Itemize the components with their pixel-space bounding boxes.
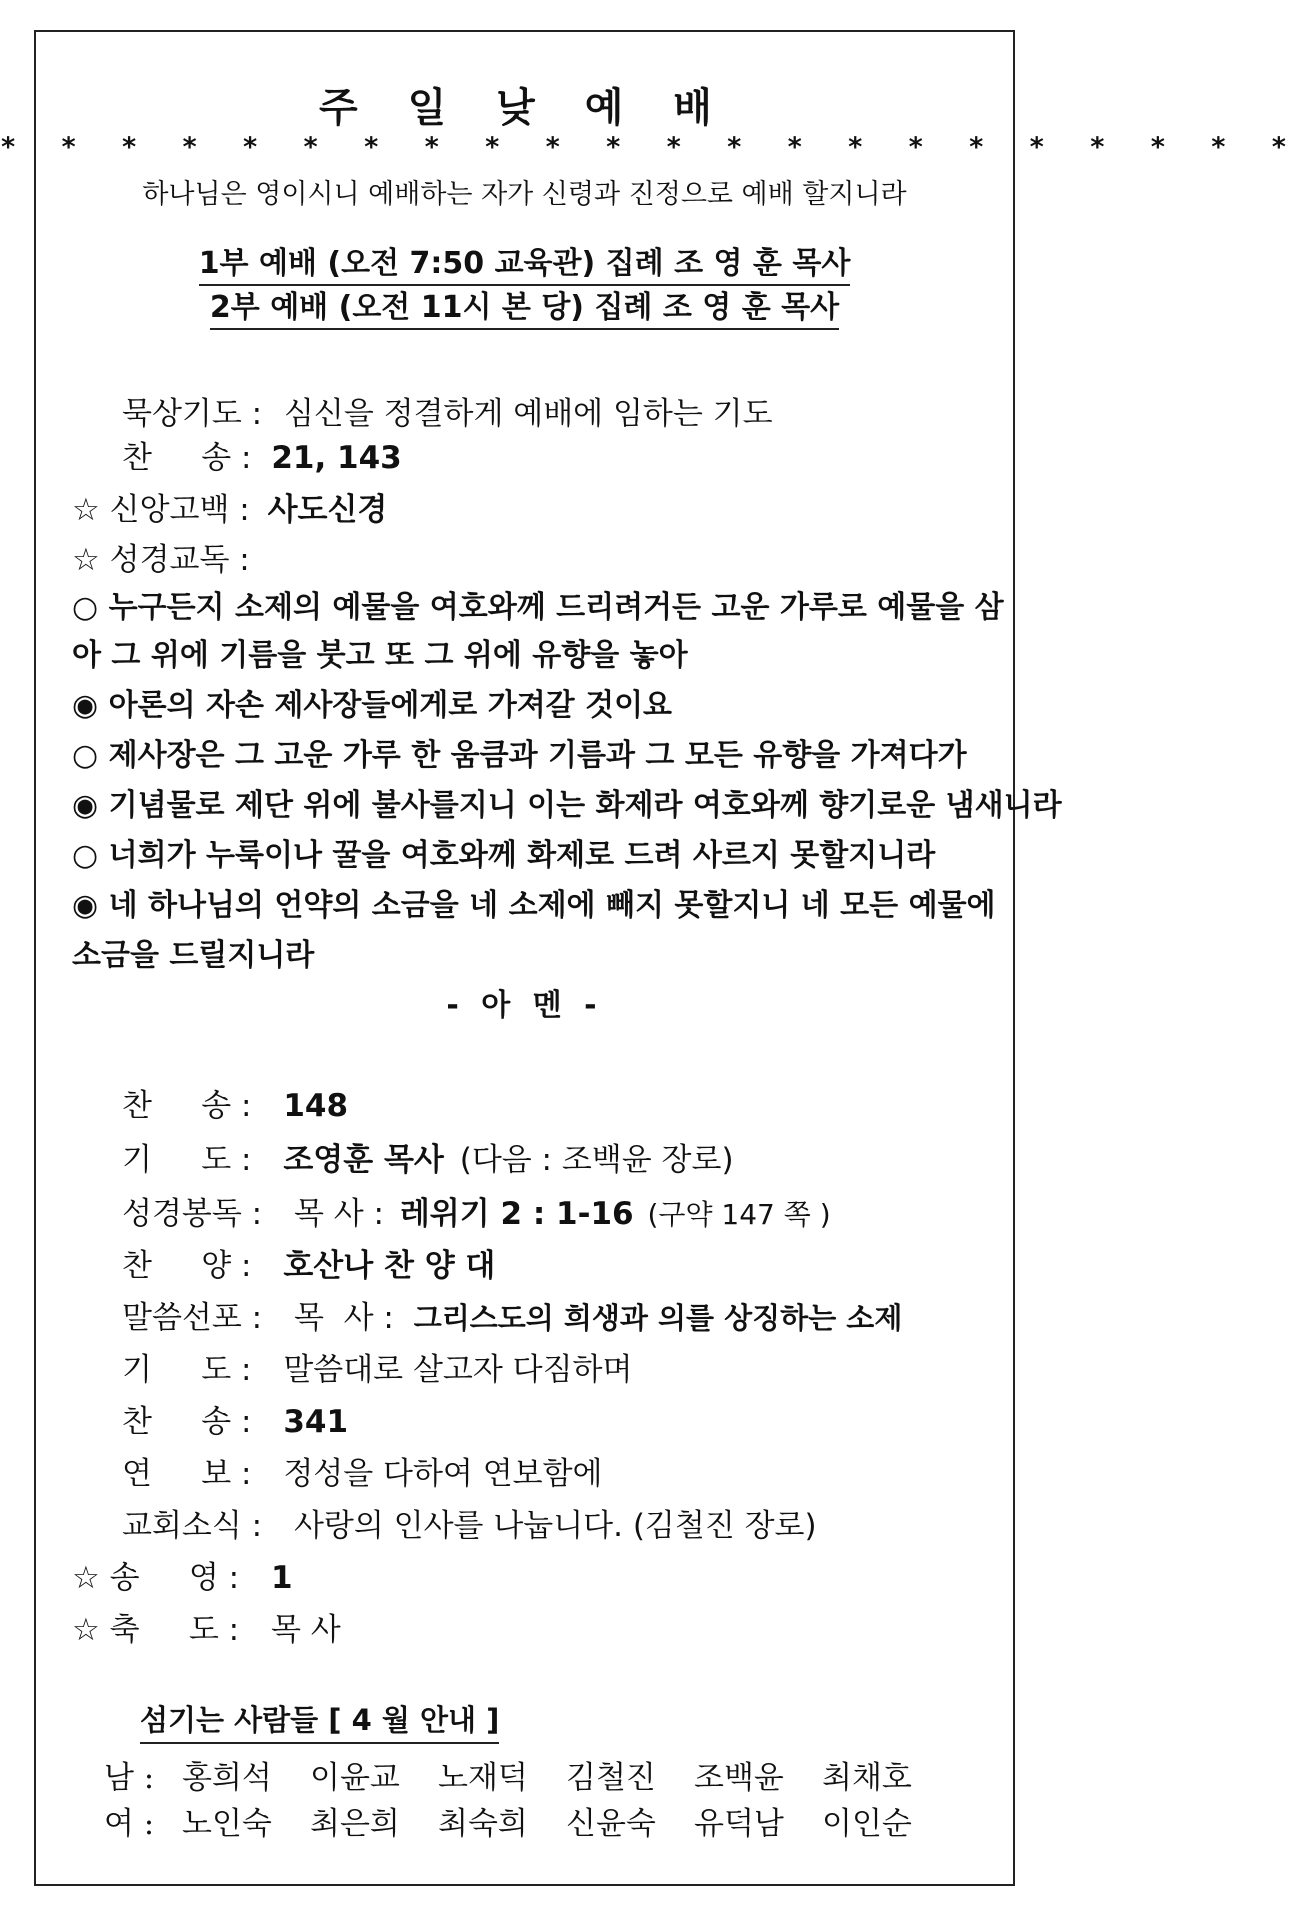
reading-row xyxy=(72,534,250,579)
scripture-line: ○ 누구든지 소제의 예물을 여호와께 드리려거든 고운 가루로 예물을 삼 xyxy=(72,590,1004,625)
order-label: 성경봉독 : xyxy=(122,1196,263,1232)
order-label: 찬 양 : xyxy=(122,1248,252,1284)
order-extra: (구약 147 쪽 ) xyxy=(647,1198,831,1231)
hymn-label: 찬 송 : xyxy=(122,440,252,476)
usher-name: 김철진 xyxy=(566,1760,656,1796)
order-label: 연 보 : xyxy=(122,1456,252,1492)
usher-name: 유덕남 xyxy=(694,1806,784,1842)
hymn-row-1 xyxy=(122,432,402,477)
scripture-line: ◉ 아론의 자손 제사장들에게로 가져갈 것이요 xyxy=(72,688,673,723)
creed-value: 사도신경 xyxy=(267,492,388,528)
order-label: ☆ 송 영 : xyxy=(72,1560,240,1596)
reading-label: ☆ 성경교독 : xyxy=(72,542,250,578)
subtitle-verse: 하나님은 영이시니 예배하는 자가 신령과 진정으로 예배 할지니라 xyxy=(142,179,907,210)
ushers-men-row xyxy=(104,1752,950,1797)
men-label: 남 : xyxy=(104,1760,155,1796)
order-extra: (다음 : 조백윤 장로) xyxy=(459,1142,734,1178)
order-value: 그리스도의 희생과 의를 상징하는 소제 xyxy=(413,1301,903,1335)
service-second: 2부 예배 (오전 11시 본 당) 집례 조 영 훈 목사 xyxy=(0,282,1049,326)
order-label: 찬 송 : xyxy=(122,1404,252,1440)
usher-name: 이윤교 xyxy=(310,1760,400,1796)
usher-name: 최채호 xyxy=(822,1760,912,1796)
order-value: 정성을 다하여 연보함에 xyxy=(283,1456,603,1492)
usher-name: 조백윤 xyxy=(694,1760,784,1796)
order-row-prayer xyxy=(122,1134,734,1179)
scripture-line: 아 그 위에 기름을 붓고 또 그 위에 유향을 놓아 xyxy=(72,638,688,673)
order-label: 찬 송 : xyxy=(122,1088,252,1124)
order-value: 148 xyxy=(283,1088,349,1124)
order-label: 기 도 : xyxy=(122,1142,252,1178)
order-label: ☆ 축 도 : xyxy=(72,1612,240,1648)
hymn-value: 21, 143 xyxy=(271,440,402,476)
creed-label: ☆ 신앙고백 : xyxy=(72,492,250,528)
order-value: 목 사 xyxy=(270,1612,341,1648)
order-label: 기 도 : xyxy=(122,1352,252,1388)
scripture-line: ○ 너희가 누룩이나 꿀을 여호와께 화제로 드려 사르지 못할지니라 xyxy=(72,838,936,873)
order-row-sermon xyxy=(122,1292,902,1337)
scripture-line: ○ 제사장은 그 고운 가루 한 움큼과 기름과 그 모든 유향을 가져다가 xyxy=(72,738,967,773)
usher-name: 홍희석 xyxy=(182,1760,272,1796)
order-value: 호산나 찬 양 대 xyxy=(283,1248,496,1284)
order-value: 1 xyxy=(270,1560,293,1596)
usher-name: 노인숙 xyxy=(182,1806,272,1842)
usher-name: 최숙희 xyxy=(438,1806,528,1842)
order-value: 사랑의 인사를 나눕니다. (김철진 장로) xyxy=(293,1508,817,1544)
women-label: 여 : xyxy=(104,1806,155,1842)
silent-prayer-label: 묵상기도 : xyxy=(122,396,263,432)
star-divider: * * * * * * * * * * * * * * * * * * * * * * xyxy=(0,132,1301,163)
usher-name: 노재덕 xyxy=(438,1760,528,1796)
order-row-benediction xyxy=(72,1604,341,1649)
order-row-offering xyxy=(122,1448,603,1493)
silent-prayer-row xyxy=(122,388,773,433)
ushers-women-row xyxy=(104,1798,950,1843)
order-label: 교회소식 : xyxy=(122,1508,263,1544)
ushers-title: 섬기는 사람들 [ 4 월 안내 ] xyxy=(140,1698,499,1744)
order-row-scripture xyxy=(122,1188,831,1233)
order-row-doxology xyxy=(72,1552,293,1597)
scripture-line: ◉ 기념물로 제단 위에 불사를지니 이는 화제라 여호와께 향기로운 냄새니라 xyxy=(72,788,1062,823)
scripture-line: ◉ 네 하나님의 언약의 소금을 네 소제에 빼지 못할지니 네 모든 예물에 xyxy=(72,888,996,923)
service-first: 1부 예배 (오전 7:50 교육관) 집례 조 영 훈 목사 xyxy=(0,238,1049,282)
creed-row xyxy=(72,484,387,529)
usher-name: 최은희 xyxy=(310,1806,400,1842)
order-row-news xyxy=(122,1500,817,1545)
silent-prayer-value: 심신을 정결하게 예배에 임하는 기도 xyxy=(283,396,773,432)
order-value: 조영훈 목사 xyxy=(283,1142,444,1178)
amen-text: - 아 멘 - xyxy=(446,988,603,1023)
order-row-hymn-341 xyxy=(122,1396,348,1441)
order-row-hymn-148 xyxy=(122,1080,348,1125)
order-label: 말씀선포 : xyxy=(122,1300,263,1336)
page-title: 주 일 낮 예 배 xyxy=(319,84,730,131)
order-value: 레위기 2 : 1-16 xyxy=(399,1196,634,1232)
order-pre: 목 사 : xyxy=(293,1300,394,1336)
order-value: 341 xyxy=(283,1404,349,1440)
order-row-choir xyxy=(122,1240,495,1285)
scripture-line: 소금을 드릴지니라 xyxy=(72,938,315,973)
usher-name: 신윤숙 xyxy=(566,1806,656,1842)
usher-name: 이인순 xyxy=(822,1806,912,1842)
order-pre: 목 사 : xyxy=(293,1196,384,1232)
order-value: 말씀대로 살고자 다짐하며 xyxy=(283,1352,633,1388)
order-row-prayer-2 xyxy=(122,1344,632,1389)
